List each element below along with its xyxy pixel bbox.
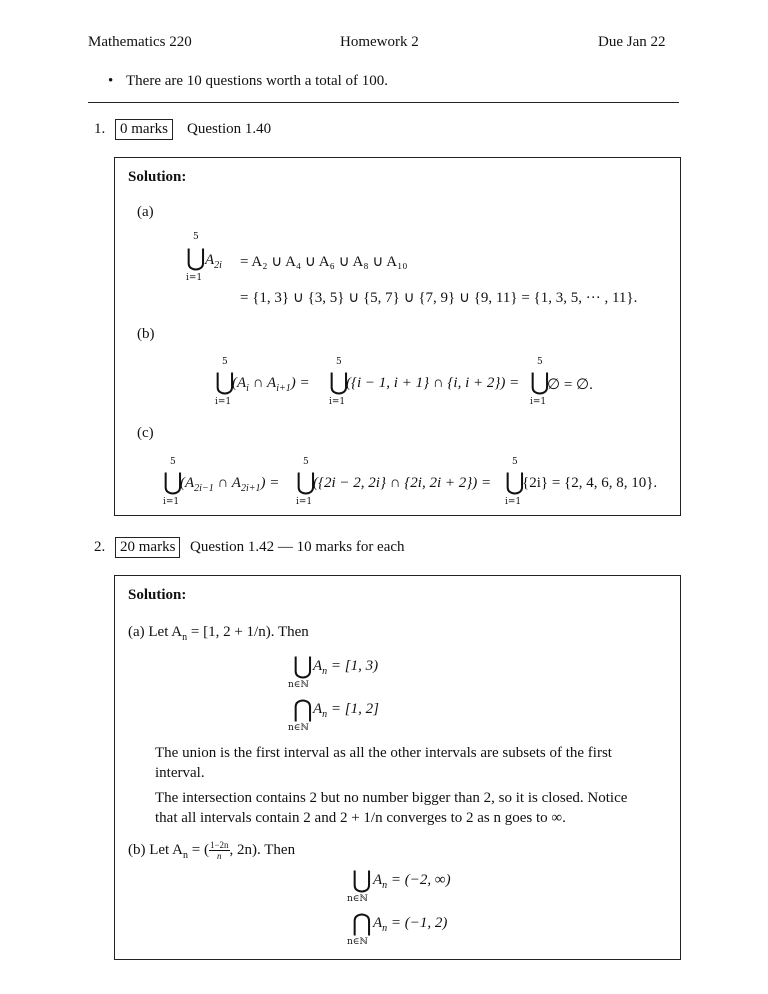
q1c-lower1: i=1 xyxy=(163,497,180,507)
q1c-upper1: 5 xyxy=(170,457,176,467)
q2a-intersection: $A_n = [1$, 2] xyxy=(313,701,379,720)
q1b-term3: ∅ = ∅. xyxy=(547,377,593,393)
q2b-fraction xyxy=(209,840,230,861)
q1c-upper3: 5 xyxy=(512,457,518,467)
q2b-union: $A_n = (-2$, ∞) xyxy=(373,872,451,891)
q1b-union-symbol-2: ⋃ xyxy=(329,368,349,396)
header-course: Mathematics 220 xyxy=(88,34,192,50)
q1b-lower1: i=1 xyxy=(215,397,232,407)
q1b-upper1: 5 xyxy=(222,357,228,367)
q2b-intersection-symbol: ⋂ xyxy=(352,909,372,937)
q1c-union-symbol-3: ⋃ xyxy=(505,468,525,496)
header-rule xyxy=(88,102,679,103)
q2a-inter-lower: n∈ℕ xyxy=(288,723,309,733)
q2b-union-symbol: ⋃ xyxy=(352,866,372,894)
q1c-union-symbol-2: ⋃ xyxy=(296,468,316,496)
q1-solution-label: Solution: xyxy=(128,169,187,185)
q2b-intersection: $A_n = (-1$, 2) xyxy=(373,915,448,934)
q1a-line2: = {1, 3} ∪ {3, 5} ∪ {5, 7} ∪ {7, 9} ∪ {9, 11} = {1, 3, 5, ··· , 11}. xyxy=(240,290,638,306)
q2b-inter-lower: n∈ℕ xyxy=(347,937,368,947)
q1-title: Question 1.40 xyxy=(187,121,272,137)
header-title: Homework 2 xyxy=(340,34,419,50)
q1c-label: (c) xyxy=(137,425,154,441)
q2a-para1-line2: interval. xyxy=(155,765,205,781)
q2a-para2-line1: The intersection contains 2 but no number bigger than 2, so it is closed. Notice xyxy=(155,790,628,806)
q1a-union-symbol: ⋃ xyxy=(186,244,206,272)
q2a-union-symbol: ⋃ xyxy=(293,652,313,680)
q1a-label: (a) xyxy=(137,204,154,220)
q1a-upper: 5 xyxy=(193,232,199,242)
intro-text: There are 10 questions worth a total of 100. xyxy=(126,73,389,89)
q2b-frac-den: n xyxy=(216,851,222,861)
q2b-intro-post: , 2n). Then xyxy=(229,841,296,858)
q1c-union-symbol-1: ⋃ xyxy=(163,468,183,496)
q2b-frac-num: 1−2n xyxy=(209,840,229,850)
q2a-union: $A_n = [1$, 3) xyxy=(313,658,379,677)
q1c-term3: {2i} = {2, 4, 6, 8, 10}. xyxy=(522,475,658,491)
q2a-para1-line1: The union is the first interval as all the other intervals are subsets of the first xyxy=(155,745,612,761)
q1b-lower2: i=1 xyxy=(329,397,346,407)
q2b-intro xyxy=(128,840,295,861)
header-due: Due Jan 22 xyxy=(598,34,666,50)
q1c-term2: ({2i − 2, 2i} ∩ {2i, 2i + 2}) = xyxy=(313,475,492,491)
q2a-para2-line2: that all intervals contain 2 and 2 + 1/n converges to 2 as n goes to ∞. xyxy=(155,810,566,826)
q1-number: 1. xyxy=(94,121,106,137)
q1b-lower3: i=1 xyxy=(530,397,547,407)
q2a-union-lower: n∈ℕ xyxy=(288,680,309,690)
q1-solution-box xyxy=(114,157,681,516)
q1c-lower3: i=1 xyxy=(505,497,522,507)
q1c-term1: ($A_{2i-1}$ ∩ $A_{2i+1}$) = xyxy=(180,475,280,494)
q2a-intersection-symbol: ⋂ xyxy=(293,695,313,723)
q1b-term1: ($A_i$ ∩ $A_{i+1}$) = xyxy=(232,375,310,394)
q2-number: 2. xyxy=(94,539,106,555)
q2-solution-label: Solution: xyxy=(128,587,187,603)
q1b-label: (b) xyxy=(137,326,155,342)
q1a-line1: = A₂ ∪ A₄ ∪ A₆ ∪ A₈ ∪ A₁₀ xyxy=(240,254,408,270)
q2b-union-lower: n∈ℕ xyxy=(347,894,368,904)
q1a-lower: i=1 xyxy=(186,273,203,283)
q1b-upper2: 5 xyxy=(336,357,342,367)
q2-marks-box: 20 marks xyxy=(115,537,180,558)
q1c-lower2: i=1 xyxy=(296,497,313,507)
q1b-union-symbol-1: ⋃ xyxy=(215,368,235,396)
q1b-upper3: 5 xyxy=(537,357,543,367)
q1b-term2: ({i − 1, i + 1} ∩ {i, i + 2}) = xyxy=(346,375,520,391)
q1a-lhs: $A_{2i}$ xyxy=(205,252,222,271)
q2-title: Question 1.42 — 10 marks for each xyxy=(190,539,405,555)
q2b-intro-pre: (b) Let $A_n$ = ( xyxy=(128,841,209,861)
q1c-upper2: 5 xyxy=(303,457,309,467)
q1b-union-symbol-3: ⋃ xyxy=(530,368,550,396)
q2a-intro: (a) Let $A_n = [1$, 2 + 1/n). Then xyxy=(128,624,309,643)
intro-bullet: • xyxy=(108,73,114,89)
q1-marks-box: 0 marks xyxy=(115,119,173,140)
